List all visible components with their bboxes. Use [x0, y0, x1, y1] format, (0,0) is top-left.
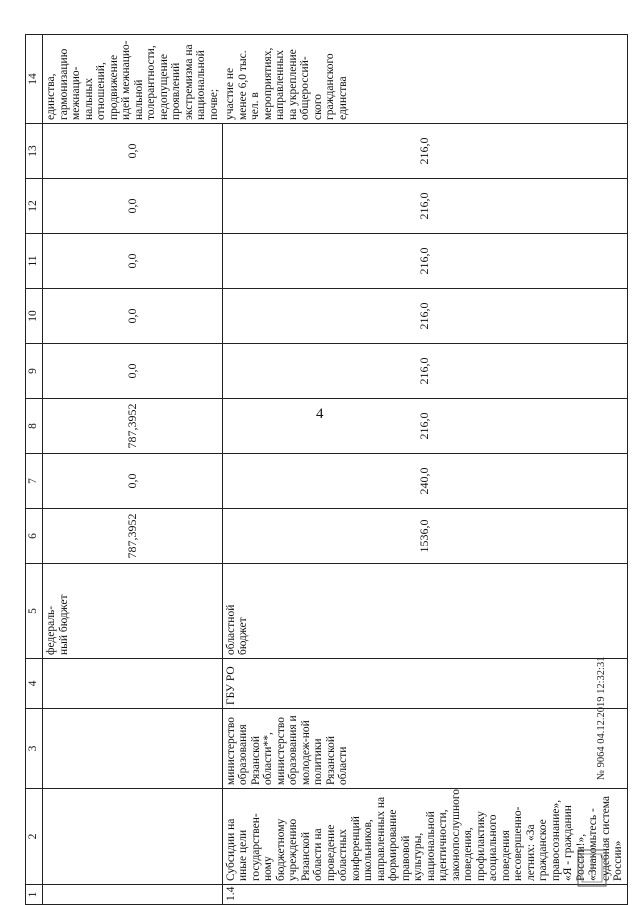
header-5: 5 [26, 564, 43, 659]
cell-empty [43, 659, 223, 709]
item-c13: 216,0 [222, 124, 627, 179]
item-result: участие не менее 6,0 тыс. чел. в мероприятиях, направленных на укрепление общероссий-ского гражданского единства [222, 35, 627, 124]
result-top: единства, гармонизацию межнацио-нальных отношений, продвижение идей межнацио-нальной толерантности, недопущение проявлений экстремизма на национальной почве; [43, 35, 223, 124]
header-row [26, 35, 43, 905]
federal-c7: 0,0 [43, 454, 223, 509]
federal-budget-row [43, 35, 223, 905]
item-source: областной бюджет [222, 564, 627, 659]
item-c10: 216,0 [222, 289, 627, 344]
header-4: 4 [26, 659, 43, 709]
item-c11: 216,0 [222, 234, 627, 289]
header-2: 2 [26, 789, 43, 885]
item-number: 1.4 [222, 885, 627, 905]
item-description: Субсидии на иные цели государствен-ному бюджетному учреждению Рязанской области на проведение областных конференций школьников, направленных на формирование правовой культуры, национальной идентичности, законопослушного поведения, профилактику асоциального поведения несовершенно-летних: «За гражданское правосознание», «Я - гражданин России!», «Знакомьтесь - судебная система России» [222, 789, 627, 885]
federal-c11: 0,0 [43, 234, 223, 289]
federal-c12: 0,0 [43, 179, 223, 234]
header-11: 11 [26, 234, 43, 289]
emblem-stamp-icon [576, 790, 610, 890]
item-c9: 216,0 [222, 344, 627, 399]
federal-c8: 787,3952 [43, 399, 223, 454]
header-3: 3 [26, 709, 43, 789]
federal-c13: 0,0 [43, 124, 223, 179]
page-number: 4 [316, 406, 324, 422]
header-12: 12 [26, 179, 43, 234]
federal-c6: 787,3952 [43, 509, 223, 564]
federal-source: федераль- ный бюджет [43, 564, 223, 659]
header-9: 9 [26, 344, 43, 399]
federal-c10: 0,0 [43, 289, 223, 344]
item-c7: 240,0 [222, 454, 627, 509]
cell-empty [43, 885, 223, 905]
header-8: 8 [26, 399, 43, 454]
item-row-1-4 [222, 35, 627, 905]
item-executor: ГБУ РО [222, 659, 627, 709]
header-7: 7 [26, 454, 43, 509]
item-c12: 216,0 [222, 179, 627, 234]
federal-c9: 0,0 [43, 344, 223, 399]
item-responsible: министерство образования Рязанской области**, министерство образования и молодеж-ной политики Рязанской области [222, 709, 627, 789]
cell-empty [43, 789, 223, 885]
registration-footer: № 9064 04.12.2019 12:32:31 [596, 656, 607, 780]
cell-empty [43, 709, 223, 789]
header-1: 1 [26, 885, 43, 905]
header-10: 10 [26, 289, 43, 344]
item-c8: 216,0 [222, 399, 627, 454]
item-c6: 1536,0 [222, 509, 627, 564]
header-14: 14 [26, 35, 43, 124]
header-6: 6 [26, 509, 43, 564]
program-table [25, 34, 628, 905]
header-13: 13 [26, 124, 43, 179]
